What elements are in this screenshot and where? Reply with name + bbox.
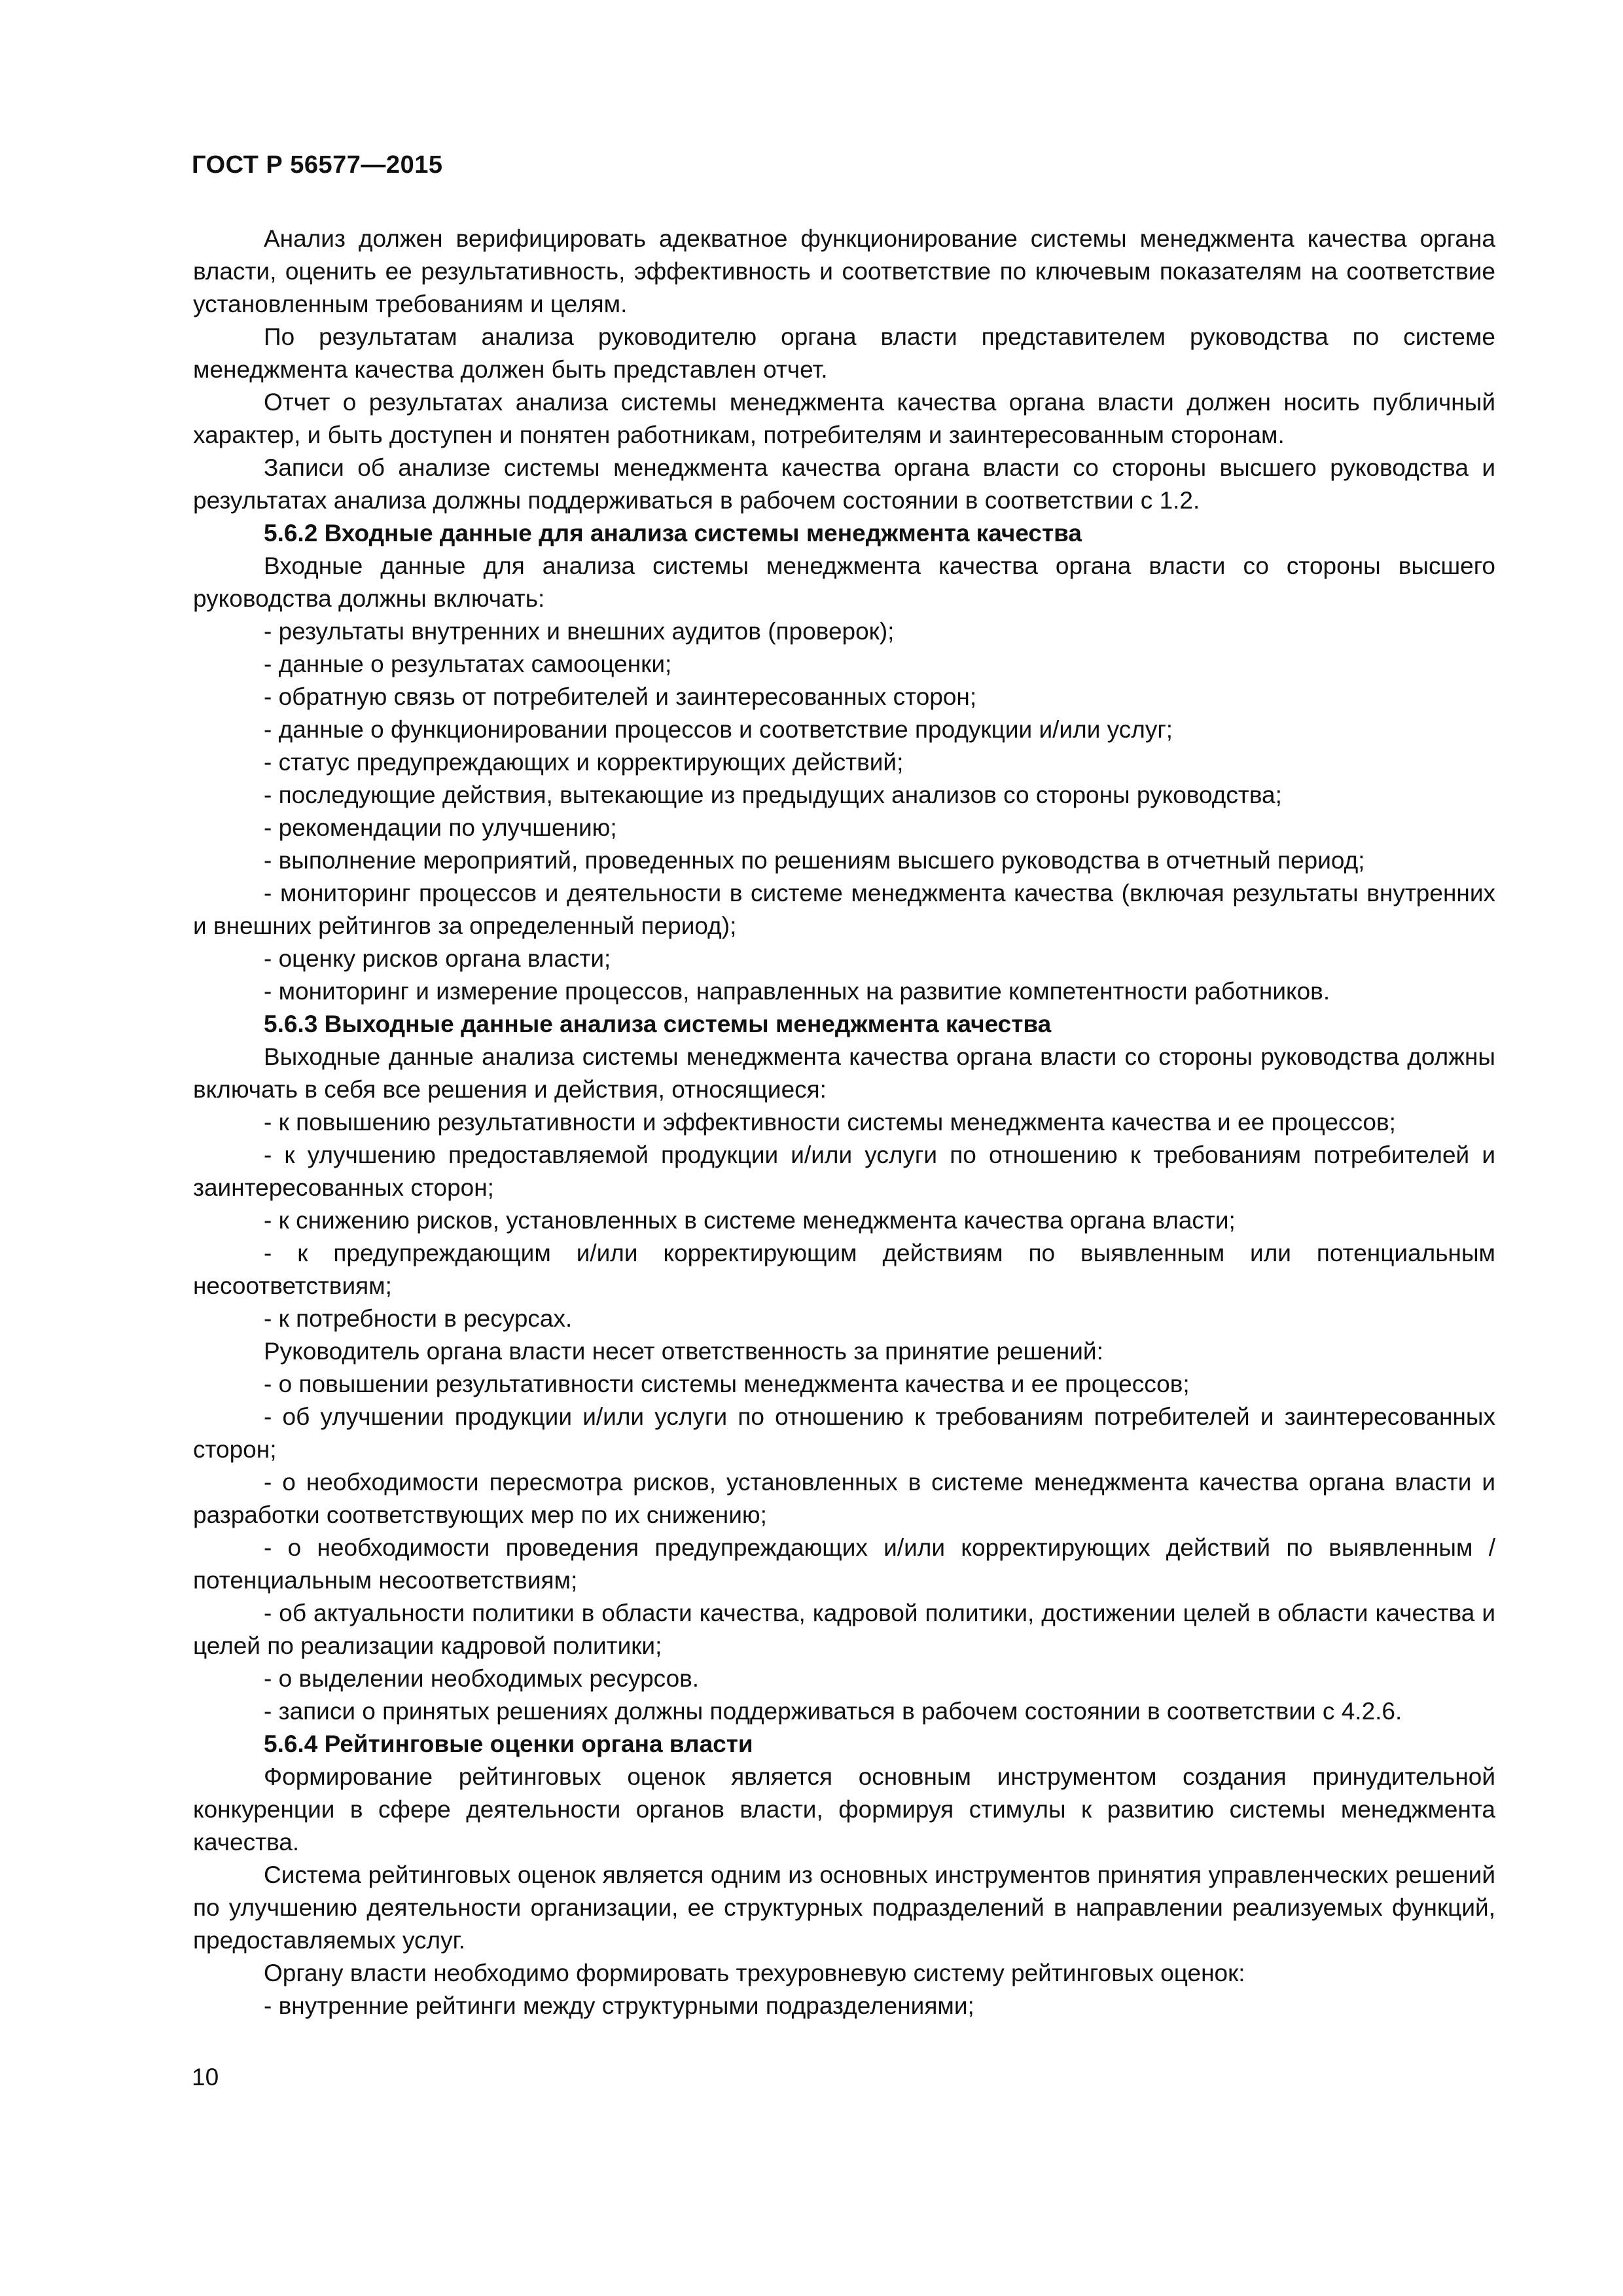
list-item: - внутренние рейтинги между структурными подразделениями; <box>264 1992 974 2019</box>
list-item: - статус предупреждающих и корректирующих действий; <box>264 749 904 776</box>
list-item: - мониторинг и измерение процессов, направленных на развитие компетентности работников. <box>264 978 1330 1005</box>
paragraph: Формирование рейтинговых оценок является основным инструментом создания принудительной конкуренции в сфере деятельности органов власти, формируя стимулы к развитию системы менеджмента качества. <box>193 1763 1495 1856</box>
list-item: - о необходимости пересмотра рисков, установленных в системе менеджмента качества органа власти и разработки соответствующих мер по их снижению; <box>193 1469 1495 1528</box>
paragraph: По результатам анализа руководителю органа власти представителем руководства по системе менеджмента качества должен быть представлен отчет. <box>193 323 1495 383</box>
list-item: - об улучшении продукции и/или услуги по отношению к требованиям потребителей и заинтересованных сторон; <box>193 1403 1495 1463</box>
list-item: - данные о результатах самооценки; <box>264 651 672 677</box>
list-item: - выполнение мероприятий, проведенных по решениям высшего руководства в отчетный период; <box>264 847 1365 874</box>
paragraph: Руководитель органа власти несет ответственность за принятие решений: <box>264 1338 1103 1365</box>
section-heading-5-6-4: 5.6.4 Рейтинговые оценки органа власти <box>264 1731 753 1757</box>
paragraph: Анализ должен верифицировать адекватное функционирование системы менеджмента качества органа власти, оценить ее результативность, эффективность и соответствие по ключевым показателям на соответствие установленным требованиям и целям. <box>193 225 1495 317</box>
list-item: - результаты внутренних и внешних аудитов (проверок); <box>264 618 895 645</box>
list-item: - к предупреждающим и/или корректирующим действиям по выявленным или потенциальным несоответствиям; <box>193 1240 1495 1299</box>
paragraph: Выходные данные анализа системы менеджмента качества органа власти со стороны руководства должны включать в себя все решения и действия, относящиеся: <box>193 1043 1495 1103</box>
list-item: - обратную связь от потребителей и заинтересованных сторон; <box>264 683 977 710</box>
list-item: - записи о принятых решениях должны поддерживаться в рабочем состоянии в соответствии с 4.2.6. <box>264 1698 1402 1725</box>
document-body <box>193 223 1495 2022</box>
list-item: - к снижению рисков, установленных в системе менеджмента качества органа власти; <box>264 1207 1236 1234</box>
list-item: - мониторинг процессов и деятельности в системе менеджмента качества (включая результаты внутренних и внешних рейтингов за определенный период); <box>193 880 1495 939</box>
list-item: - о необходимости проведения предупреждающих и/или корректирующих действий по выявленным / потенциальным несоответствиям; <box>193 1534 1495 1594</box>
list-item: - об актуальности политики в области качества, кадровой политики, достижении целей в области качества и целей по реализации кадровой политики; <box>193 1600 1495 1659</box>
section-heading-5-6-3: 5.6.3 Выходные данные анализа системы менеджмента качества <box>264 1011 1052 1037</box>
list-item: - рекомендации по улучшению; <box>264 814 617 841</box>
list-item: - данные о функционировании процессов и соответствие продукции и/или услуг; <box>264 716 1173 743</box>
list-item: - последующие действия, вытекающие из предыдущих анализов со стороны руководства; <box>264 781 1282 808</box>
list-item: - к улучшению предоставляемой продукции и/или услуги по отношению к требованиям потребителей и заинтересованных сторон; <box>193 1141 1495 1201</box>
list-item: - о выделении необходимых ресурсов. <box>264 1665 700 1692</box>
section-heading-5-6-2: 5.6.2 Входные данные для анализа системы менеджмента качества <box>264 520 1082 547</box>
paragraph: Органу власти необходимо формировать трехуровневую систему рейтинговых оценок: <box>264 1960 1245 1986</box>
list-item: - к повышению результативности и эффективности системы менеджмента качества и ее процессов; <box>264 1109 1396 1136</box>
page-number: 10 <box>192 2064 219 2090</box>
paragraph: Записи об анализе системы менеджмента качества органа власти со стороны высшего руководства и результатах анализа должны поддерживаться в рабочем состоянии в соответствии с 1.2. <box>193 454 1495 514</box>
paragraph: Входные данные для анализа системы менеджмента качества органа власти со стороны высшего руководства должны включать: <box>193 552 1495 612</box>
list-item: - оценку рисков органа власти; <box>264 945 611 972</box>
paragraph: Система рейтинговых оценок является одним из основных инструментов принятия управленческих решений по улучшению деятельности организации, ее структурных подразделений в направлении реализуемых функций, предоставляемых услуг. <box>193 1861 1495 1954</box>
standard-designation: ГОСТ Р 56577—2015 <box>192 151 443 179</box>
paragraph: Отчет о результатах анализа системы менеджмента качества органа власти должен носить публичный характер, и быть доступен и понятен работникам, потребителям и заинтересованным сторонам. <box>193 389 1495 448</box>
list-item: - к потребности в ресурсах. <box>264 1305 573 1332</box>
list-item: - о повышении результативности системы менеджмента качества и ее процессов; <box>264 1371 1190 1397</box>
